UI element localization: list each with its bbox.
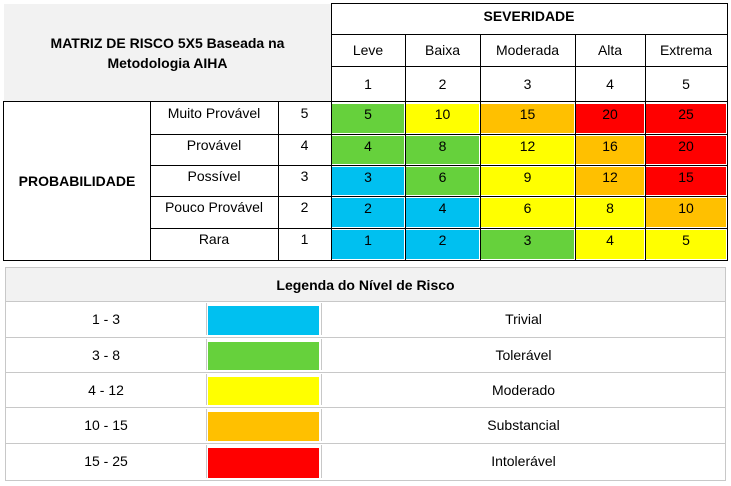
- grid-line: [150, 134, 728, 135]
- risk-cell: 8: [406, 136, 479, 164]
- legend-color-swatch: [208, 342, 319, 370]
- grid-line: [278, 101, 279, 261]
- legend-label: Intolerável: [491, 453, 556, 469]
- legend-label: Substancial: [487, 417, 560, 433]
- legend-color-swatch: [208, 448, 319, 478]
- grid-line: [3, 101, 4, 261]
- risk-cell: 8: [576, 198, 644, 227]
- risk-cell: 9: [481, 167, 574, 195]
- grid-line: [645, 34, 646, 261]
- legend-color-swatch: [208, 306, 319, 335]
- severity-label-2: Baixa: [424, 42, 461, 58]
- severity-header: SEVERIDADE: [483, 8, 575, 24]
- grid-line: [331, 66, 728, 67]
- risk-cell: 5: [646, 230, 726, 259]
- severity-label-1: Leve: [352, 42, 384, 58]
- severity-label-4: Alta: [597, 42, 623, 58]
- legend-grid-line: [5, 407, 726, 408]
- risk-cell: 15: [646, 167, 726, 195]
- severity-value-5: 5: [682, 76, 690, 92]
- grid-line: [575, 34, 576, 261]
- risk-cell: 20: [576, 104, 644, 133]
- probability-value: 4: [300, 137, 309, 153]
- risk-cell: 10: [406, 104, 479, 133]
- legend-grid-line: [206, 303, 207, 335]
- probability-value: 1: [300, 231, 309, 247]
- risk-cell: 20: [646, 136, 726, 164]
- grid-line: [150, 101, 151, 261]
- probability-label: Muito Provável: [167, 105, 261, 121]
- legend-range: 4 - 12: [88, 382, 124, 398]
- legend-range: 3 - 8: [91, 347, 120, 363]
- grid-line: [480, 34, 481, 261]
- legend-title: Legenda do Nível de Risco: [6, 268, 725, 301]
- legend-grid-line: [321, 445, 322, 478]
- risk-cell: 2: [406, 230, 479, 259]
- risk-cell: 15: [481, 104, 574, 133]
- risk-cell: 6: [481, 198, 574, 227]
- grid-line: [727, 3, 728, 261]
- risk-cell: 3: [481, 230, 574, 259]
- risk-cell: 16: [576, 136, 644, 164]
- risk-cell: 4: [332, 136, 404, 164]
- legend-color-swatch: [208, 412, 319, 441]
- grid-line: [3, 101, 728, 102]
- risk-cell: 3: [332, 167, 404, 195]
- legend-range: 10 - 15: [84, 417, 128, 433]
- risk-cell: 4: [576, 230, 644, 259]
- risk-cell: 6: [406, 167, 479, 195]
- severity-value-3: 3: [523, 76, 532, 92]
- probability-label: Provável: [186, 137, 242, 153]
- grid-line: [150, 196, 728, 197]
- legend-grid-line: [5, 267, 726, 268]
- severity-value-4: 4: [606, 76, 614, 92]
- severity-value-1: 1: [364, 76, 372, 92]
- risk-cell: 10: [646, 198, 726, 227]
- legend-label: Moderado: [491, 382, 556, 398]
- legend-grid-line: [725, 267, 726, 480]
- risk-cell: 12: [576, 167, 644, 195]
- legend-grid-line: [5, 301, 726, 302]
- legend-grid-line: [206, 409, 207, 441]
- risk-cell: 12: [481, 136, 574, 164]
- probability-value: 3: [300, 168, 309, 184]
- probability-label: Rara: [198, 231, 230, 247]
- legend-color-swatch: [208, 377, 319, 405]
- legend-grid-line: [5, 443, 726, 444]
- legend-grid-line: [206, 339, 207, 370]
- probability-label: Possível: [187, 168, 241, 184]
- legend-grid-line: [206, 445, 207, 478]
- grid-line: [150, 228, 728, 229]
- grid-line: [150, 165, 728, 166]
- risk-cell: 1: [332, 230, 404, 259]
- legend-grid-line: [321, 303, 322, 335]
- grid-line: [3, 260, 728, 261]
- legend-grid-line: [5, 372, 726, 373]
- legend-label: Tolerável: [495, 347, 552, 363]
- probability-value: 2: [300, 199, 309, 215]
- probability-value: 5: [300, 105, 309, 121]
- risk-cell: 4: [406, 198, 479, 227]
- legend-grid-line: [5, 480, 726, 481]
- legend-range: 1 - 3: [91, 311, 120, 327]
- legend-grid-line: [5, 267, 6, 480]
- probability-header: PROBABILIDADE: [18, 173, 136, 189]
- severity-label-5: Extrema: [659, 42, 713, 58]
- legend-label: Trivial: [505, 311, 542, 327]
- severity-value-2: 2: [438, 76, 447, 92]
- legend-range: 15 - 25: [84, 453, 128, 469]
- legend-grid-line: [321, 339, 322, 370]
- matrix-title: MATRIZ DE RISCO 5X5 Baseada na Metodologia AIHA: [4, 4, 331, 102]
- legend-grid-line: [321, 409, 322, 441]
- grid-line: [331, 34, 728, 35]
- grid-line: [331, 3, 332, 261]
- probability-label: Pouco Provável: [164, 199, 264, 215]
- grid-line: [405, 34, 406, 261]
- severity-label-3: Moderada: [495, 42, 560, 58]
- risk-cell: 25: [646, 104, 726, 133]
- legend-grid-line: [321, 374, 322, 405]
- risk-cell: 2: [332, 198, 404, 227]
- risk-cell: 5: [332, 104, 404, 133]
- legend-grid-line: [206, 374, 207, 405]
- grid-line: [331, 3, 728, 4]
- legend-grid-line: [5, 337, 726, 338]
